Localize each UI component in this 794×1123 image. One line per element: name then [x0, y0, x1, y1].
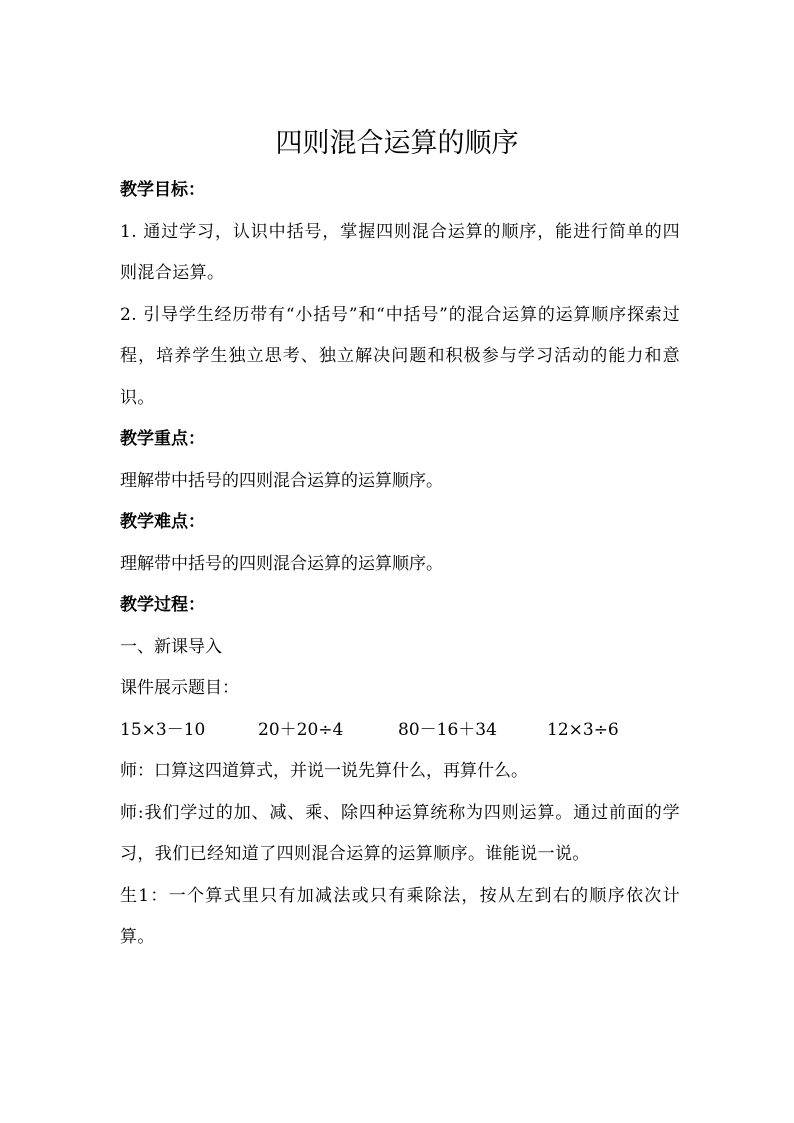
document-body: [120, 170, 680, 959]
teacher-line-2: 师:我们学过的加、减、乘、除四种运算统称为四则运算。通过前面的学习，我们已经知道了四则混合运算的运算顺序。谁能说一说。: [120, 802, 680, 864]
expression-2: 20＋20÷4: [258, 719, 344, 740]
courseware-label: 课件展示题目：: [120, 678, 239, 698]
expression-1: 15×3－10: [120, 719, 206, 740]
objective-2: 2. 引导学生经历带有“小括号”和“中括号”的混合运算的运算顺序探索过程，培养学生独立思考、独立解决问题和积极参与学习活动的能力和意识。: [120, 304, 680, 408]
objectives-heading: 教学目标：: [120, 180, 205, 200]
difficulty-text: 理解带中括号的四则混合运算的运算顺序。: [120, 553, 443, 574]
part-1-heading: 一、新课导入: [120, 636, 222, 657]
difficulty-heading: 教学难点：: [120, 512, 205, 532]
objective-1: 1. 通过学习，认识中括号，掌握四则混合运算的顺序，能进行简单的四则混合运算。: [120, 221, 680, 283]
document-title: 四则混合运算的顺序: [275, 128, 519, 159]
expression-3: 80－16＋34: [398, 719, 497, 740]
process-heading: 教学过程：: [120, 595, 205, 615]
key-point-heading: 教学重点：: [120, 429, 205, 449]
expression-row: [120, 710, 680, 752]
key-point-text: 理解带中括号的四则混合运算的运算顺序。: [120, 470, 443, 491]
student-line-1: 生1：一个算式里只有加减法或只有乘除法，按从左到右的顺序依次计算。: [120, 885, 680, 947]
expression-4: 12×3÷6: [547, 719, 619, 740]
teacher-line-1: 师：口算这四道算式，并说一说先算什么，再算什么。: [120, 761, 528, 781]
